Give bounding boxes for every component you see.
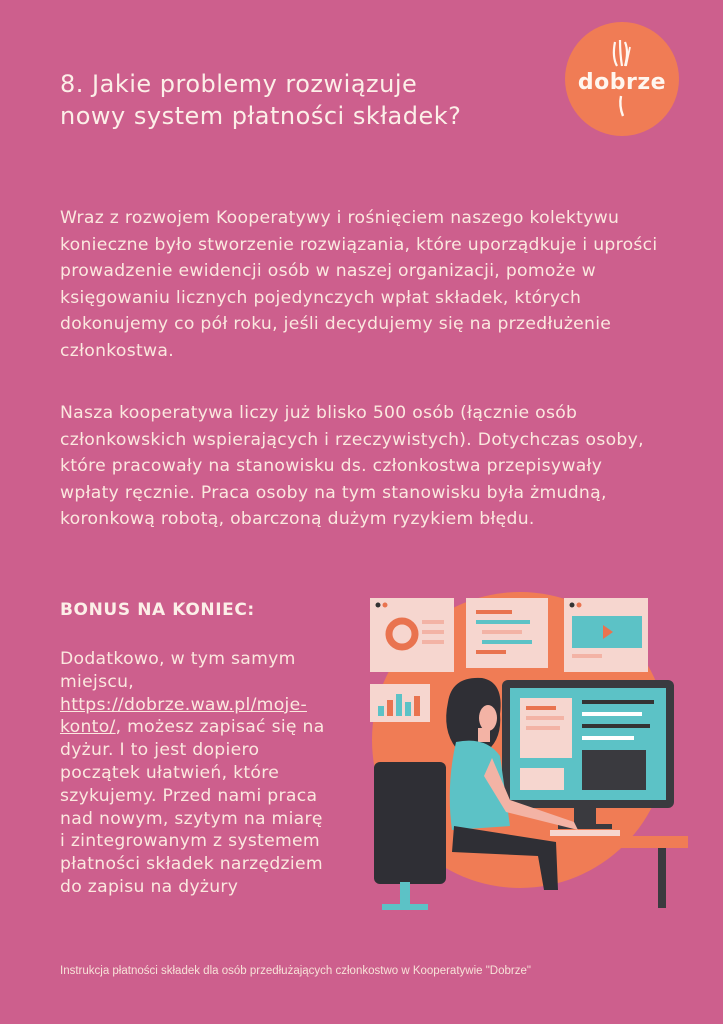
page-title: 8. Jakie problemy rozwiązuje nowy system płatności składek? [60,70,462,130]
paragraph-1: Wraz z rozwojem Kooperatywy i rośnięciem naszego kolektywu konieczne było stworzenie rozwiązania, które uporządkuje i uprości prowadzenie ewidencji osób w naszej organizacji, pomoże w księgowaniu licznych pojedynczych wpłat składek, których dokonujemy co pół roku, jeśli decydujemy się na przedłużenie członkostwa. [60,208,658,361]
settings-window-icon [370,598,454,672]
bonus-text-before: Dodatkowo, w tym samym miejscu, [60,649,296,692]
bar-chart-window-icon [370,684,430,722]
logo [565,22,679,136]
account-link[interactable]: https://dobrze.waw.pl/moje-konto/ [60,694,307,738]
bonus-text [60,648,330,899]
video-window-icon [564,598,648,672]
bonus-text-after: , możesz zapisać się na dyżur. I to jest dopiero początek ułatwień, które szykujemy. Przed nami praca nad nowym, szytym na miarę i zintegrowanym z systemem płatności składek narzędziem do zapisu na dyżury [60,717,325,897]
bonus-title: BONUS NA KONIEC: [60,600,255,620]
paragraph-2: Nasza kooperatywa liczy już blisko 500 osób (łącznie osób członkowskich wspierających i rzeczywistych). Dotychczas osoby, które pracowały na stanowisku ds. członkostwa przepisywały wpłaty ręcznie. Praca osoby na tym stanowisku była żmudną, koronkową robotą, obarczoną dużym ryzykiem błędu. [60,403,644,529]
computer-work-illustration [360,590,690,914]
code-window-icon [466,598,548,668]
chair [374,762,446,910]
footer-note: Instrukcja płatności składek dla osób przedłużających członkostwo w Kooperatywie "Dobrze" [60,965,531,977]
logo-text: dobrze [577,70,667,95]
